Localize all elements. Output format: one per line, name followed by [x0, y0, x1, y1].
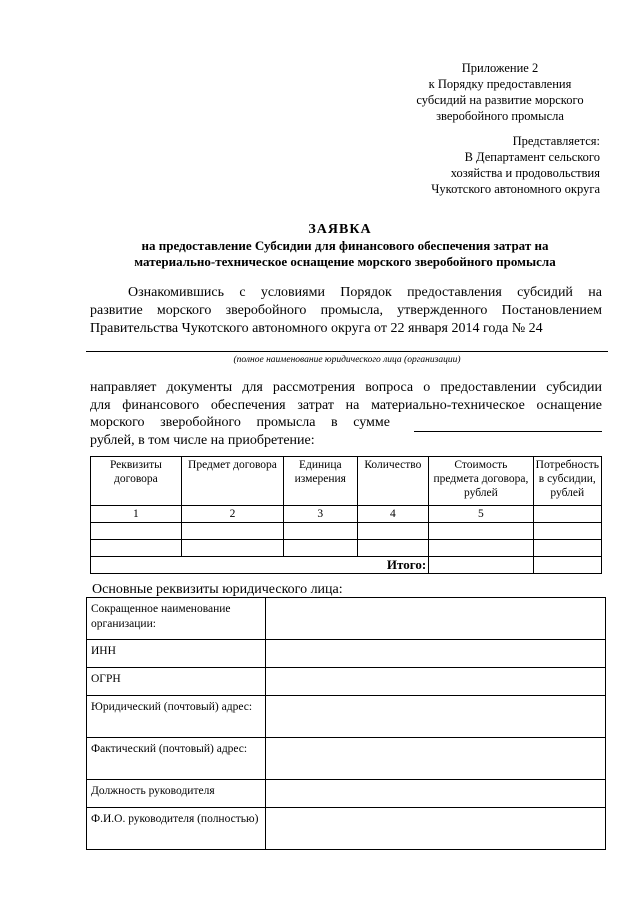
word: с: [239, 285, 246, 300]
word: Порядок: [340, 285, 392, 300]
word: утвержденного: [397, 303, 488, 318]
appendix-line: зверобойного промысла: [436, 109, 564, 123]
word: Постановлением: [501, 303, 602, 318]
requisites-row: [87, 780, 606, 808]
table-cell[interactable]: [429, 540, 533, 557]
appendix-line: субсидий на развитие морского: [416, 93, 584, 107]
column-header: Потребность в субсидии, рублей: [533, 457, 601, 506]
word: финансового: [122, 397, 200, 413]
total-subsidy-cell[interactable]: [533, 557, 601, 574]
requisites-row: [87, 696, 606, 738]
column-number: 2: [181, 506, 283, 523]
requisites-label: Сокращенное наименование организации:: [87, 598, 266, 640]
word: рассмотрения: [272, 380, 356, 395]
requisites-table: [86, 597, 606, 850]
word: морского: [90, 415, 145, 430]
column-number: 5: [429, 506, 533, 523]
appendix-block: [400, 60, 600, 124]
column-header: Количество: [357, 457, 429, 506]
request-line-1: [90, 379, 602, 397]
word: затрат: [297, 397, 334, 413]
requisites-row: [87, 738, 606, 780]
recipient-line: В Департамент сельского: [464, 150, 600, 164]
word: развитие: [90, 303, 143, 318]
word: предоставлении: [440, 380, 537, 395]
total-cost-cell[interactable]: [429, 557, 533, 574]
subtitle-line: материально-техническое оснащение морского зверобойного промысла: [134, 254, 556, 269]
column-number: 3: [284, 506, 357, 523]
table-cell[interactable]: [91, 540, 182, 557]
word: оснащение: [536, 397, 602, 413]
word: промысла: [256, 415, 316, 430]
table-header-row: [91, 457, 602, 506]
requisites-label: ОГРН: [87, 668, 266, 696]
word: морского: [156, 303, 212, 318]
word: на: [345, 397, 360, 413]
request-line-2: [90, 397, 602, 415]
appendix-line: Приложение 2: [461, 61, 539, 75]
column-header: Реквизиты договора: [91, 457, 182, 506]
word: зверобойного: [225, 303, 307, 318]
table-cell[interactable]: [357, 523, 429, 540]
contracts-table: [90, 456, 602, 574]
column-header: Предмет договора: [181, 457, 283, 506]
request-line-4: рублей, в том числе на приобретение:: [90, 432, 315, 448]
word: обеспечения: [210, 397, 286, 413]
requisites-label: Фактический (почтовый) адрес:: [87, 738, 266, 780]
table-cell[interactable]: [91, 523, 182, 540]
word: Ознакомившись: [128, 285, 225, 300]
requisites-label: Ф.И.О. руководителя (полностью): [87, 808, 266, 850]
table-cell[interactable]: [357, 540, 429, 557]
column-header: Единица измерения: [284, 457, 357, 506]
column-number-row: [91, 506, 602, 523]
requisites-label: Должность руководителя: [87, 780, 266, 808]
word: условиями: [260, 285, 325, 300]
table-row: [91, 540, 602, 557]
table-cell[interactable]: [429, 523, 533, 540]
word: материально-техническое: [371, 397, 525, 413]
word: о: [423, 380, 431, 395]
recipient-line: хозяйства и продовольствия: [450, 166, 600, 180]
subtitle-line: на предоставление Субсидии для финансового обеспечения затрат на: [141, 238, 549, 253]
column-number: 1: [91, 506, 182, 523]
table-cell[interactable]: [284, 523, 357, 540]
total-row: [91, 557, 602, 574]
requisites-heading: Основные реквизиты юридического лица:: [92, 582, 343, 597]
request-paragraph: [90, 379, 602, 449]
intro-paragraph: [90, 284, 602, 338]
word: предоставления: [407, 285, 502, 300]
requisites-value[interactable]: [266, 668, 606, 696]
organization-name-caption: (полное наименование юридического лица (организации): [233, 355, 461, 365]
table-row: [91, 523, 602, 540]
word: документы: [166, 380, 233, 395]
document-subtitle: [90, 238, 600, 270]
requisites-row: [87, 640, 606, 668]
requisites-value[interactable]: [266, 640, 606, 668]
table-cell[interactable]: [533, 540, 601, 557]
intro-line-2: [90, 302, 602, 320]
intro-line-3: Правительства Чукотского автономного округа от 22 января 2014 года № 24: [90, 321, 543, 336]
requisites-value[interactable]: [266, 696, 606, 738]
requisites-row: [87, 808, 606, 850]
appendix-line: к Порядку предоставления: [428, 77, 572, 91]
sum-words: [90, 414, 390, 432]
word: для: [90, 397, 111, 413]
requisites-value[interactable]: [266, 808, 606, 850]
word: в: [330, 415, 338, 430]
column-header: Стоимость предмета договора, рублей: [429, 457, 533, 506]
document-title: ЗАЯВКА: [308, 222, 372, 237]
table-cell[interactable]: [284, 540, 357, 557]
word: зверобойного: [160, 415, 241, 430]
requisites-value[interactable]: [266, 780, 606, 808]
requisites-label: ИНН: [87, 640, 266, 668]
table-cell[interactable]: [181, 540, 283, 557]
requisites-value[interactable]: [266, 738, 606, 780]
total-label: Итого:: [91, 557, 429, 574]
sum-amount-field[interactable]: [414, 417, 602, 432]
word: направляет: [90, 380, 157, 395]
column-number: 4: [357, 506, 429, 523]
table-cell[interactable]: [533, 523, 601, 540]
requisites-value[interactable]: [266, 598, 606, 640]
column-number: [533, 506, 601, 523]
requisites-row: [87, 598, 606, 640]
recipient-line: Чукотского автономного округа: [431, 182, 600, 196]
recipient-line: Представляется:: [512, 134, 600, 148]
word: для: [242, 380, 263, 395]
word: вопроса: [365, 380, 414, 395]
organization-name-blank[interactable]: [86, 351, 608, 352]
table-cell[interactable]: [181, 523, 283, 540]
word: на: [588, 285, 602, 300]
intro-line-1: [90, 284, 602, 302]
word: субсидий: [517, 285, 573, 300]
requisites-label: Юридический (почтовый) адрес:: [87, 696, 266, 738]
requisites-row: [87, 668, 606, 696]
word: промысла,: [320, 303, 383, 318]
request-line-3: [90, 414, 602, 432]
word: субсидии: [546, 380, 602, 395]
word: сумме: [353, 415, 390, 430]
recipient-block: [395, 133, 600, 197]
